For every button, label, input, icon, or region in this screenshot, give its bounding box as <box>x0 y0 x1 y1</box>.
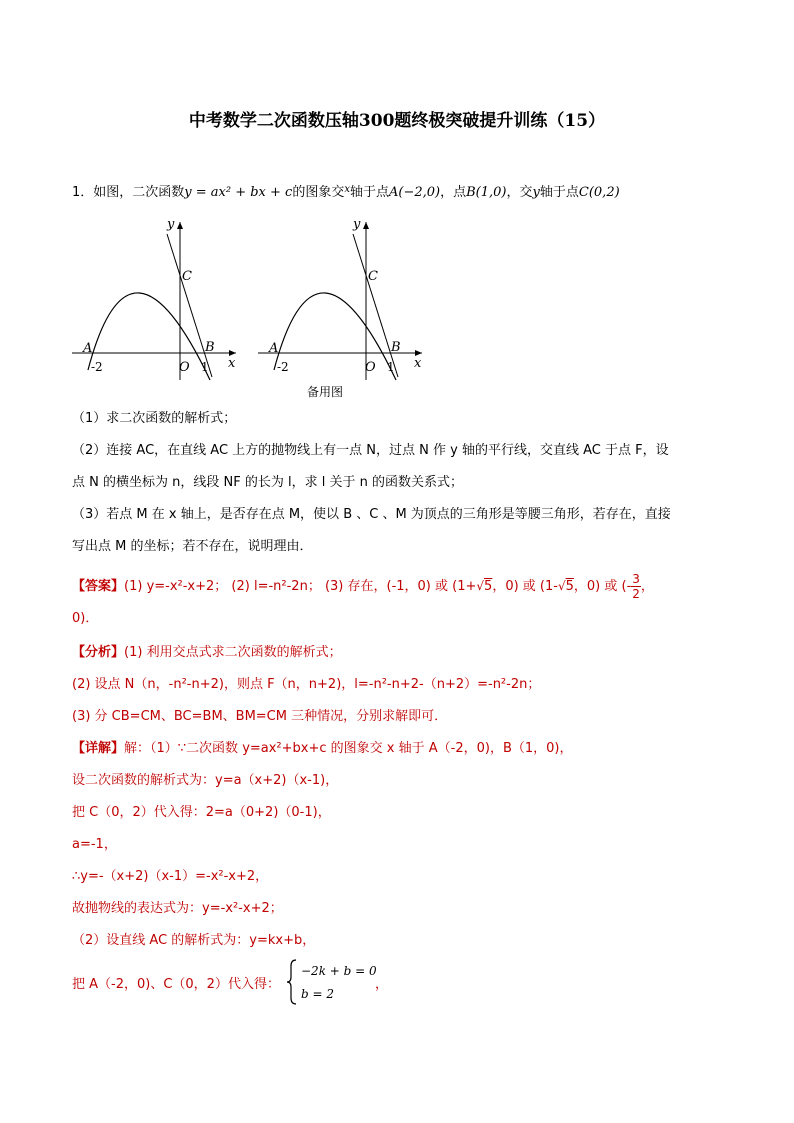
detail-line2: 设二次函数的解析式为：y=a（x+2)（x-1)， <box>72 773 339 788</box>
system-equation-1: −2k + b = 0 <box>301 964 377 978</box>
detail-line8: 把 A（-2，0)、C（0，2）代入得： <box>72 977 280 992</box>
figure-label-1: 1 <box>201 360 209 374</box>
detail-line6: 故抛物线的表达式为：y=-x²-x+2； <box>72 901 283 916</box>
detail-line5: ∴y=-（x+2)（x-1）=-x²-x+2， <box>72 869 269 884</box>
figure-label-b: B <box>205 340 215 355</box>
system-brace <box>286 958 298 1006</box>
detail-tag: 【详解】 <box>72 741 125 756</box>
point-b-coord: B(1,0) <box>466 185 507 200</box>
question-part-2-line1: （2）连接 AC，在直线 AC 上方的抛物线上有一点 N，过点 N 作 y 轴的平行线，交直线 AC 于点 F，设 <box>72 443 669 458</box>
answer-text-c: ，0) 或 (- <box>573 579 632 594</box>
backup-label-x: x <box>414 356 422 371</box>
point-c-coord: C(0,2) <box>578 185 620 200</box>
backup-label-b: B <box>391 340 401 355</box>
intro-text-b: 的图象交 <box>292 185 345 200</box>
analysis-text-1: (1) 利用交点式求二次函数的解析式； <box>124 645 342 660</box>
intro-formula: y = ax² + bx + c <box>184 185 293 200</box>
detail-line7: （2）设直线 AC 的解析式为：y=kx+b， <box>72 933 316 948</box>
answer-text-b: ，0) 或 (1- <box>492 579 558 594</box>
page-title: 中考数学二次函数压轴300题终极突破提升训练（15） <box>188 111 606 131</box>
intro-text-c: 轴于点 <box>349 185 389 200</box>
intro-x: x <box>344 184 350 195</box>
point-a-coord: A(−2,0) <box>389 185 441 200</box>
answer-fraction <box>631 572 641 601</box>
backup-label-y: y <box>353 217 361 232</box>
answer-sqrt5-a: 5 <box>484 579 493 594</box>
parabola-figure-backup <box>254 212 424 382</box>
backup-label-a: A <box>269 341 279 356</box>
answer-text-d: ， <box>640 579 654 594</box>
analysis-line3: (3) 分 CB=CM、BC=BM、BM=CM 三种情况，分别求解即可． <box>72 709 448 724</box>
answer-line2: 0)． <box>72 611 99 626</box>
system-equation-2: b = 2 <box>301 987 334 1001</box>
backup-label-c: C <box>368 269 378 284</box>
intro-text-e: ，交 <box>506 185 533 200</box>
question-part-3-line1: （3）若点 M 在 x 轴上，是否存在点 M，使以 B 、C 、M 为顶点的三角形是等腰三角形，若存在，直接 <box>72 507 671 522</box>
figure-label-minus2: -2 <box>91 360 103 374</box>
analysis-line1 <box>72 644 342 662</box>
fraction-denominator: 2 <box>632 587 640 601</box>
question-part-3-line2: 写出点 M 的坐标；若不存在，说明理由． <box>72 539 313 554</box>
analysis-line2: (2) 设点 N（n，-n²-n+2)，则点 F（n，n+2)，l=-n²-n+2-（n+2）=-n²-2n； <box>72 677 541 692</box>
figure-label-x: x <box>228 356 236 371</box>
question-part-2-line2: 点 N 的横坐标为 n，线段 NF 的长为 l，求 l 关于 n 的函数关系式； <box>72 475 463 490</box>
figure-label-o: O <box>179 360 190 375</box>
answer-text-a: (1) y=-x²-x+2； (2) l=-n²-2n； (3) 存在，(-1，0) 或 (1+ <box>124 579 477 594</box>
figure-label-c: C <box>182 269 192 284</box>
figure-label-y: y <box>167 217 175 232</box>
detail-line1 <box>72 740 572 758</box>
intro-text-d: ，点 <box>440 185 467 200</box>
detail-line4: a=-1， <box>72 837 117 852</box>
intro-text: 1．如图，二次函数 <box>72 185 185 200</box>
backup-label-minus2: -2 <box>277 360 289 374</box>
answer-line1: 【答案】(1) y=-x²-x+2； (2) l=-n²-2n； (3) 存在，(-1，0) 或 (1+√5，0) 或 (1-√5，0) 或 (- $\frac{3}{2}$ ， <box>72 572 654 601</box>
question-part-1: （1）求二次函数的解析式； <box>72 411 237 426</box>
intro-y: y <box>532 185 540 200</box>
parabola-figure-main <box>68 212 238 382</box>
answer-sqrt5-b: 5 <box>565 579 574 594</box>
answer-tag: 【答案】 <box>72 579 125 594</box>
figure-caption: 备用图 <box>307 385 344 399</box>
backup-label-o: O <box>365 360 376 375</box>
system-end-comma: ， <box>375 977 389 992</box>
intro-text-f: 轴于点 <box>539 185 579 200</box>
detail-text-1: 解：（1）∵二次函数 y=ax²+bx+c 的图象交 x 轴于 A（-2，0)，B（1，0)， <box>124 741 573 756</box>
fraction-numerator: 3 <box>632 572 640 586</box>
analysis-tag: 【分析】 <box>72 645 125 660</box>
question-intro <box>72 181 620 202</box>
detail-line3: 把 C（0，2）代入得：2=a（0+2)（0-1)， <box>72 805 331 820</box>
backup-label-1: 1 <box>387 360 395 374</box>
figure-label-a: A <box>83 341 93 356</box>
